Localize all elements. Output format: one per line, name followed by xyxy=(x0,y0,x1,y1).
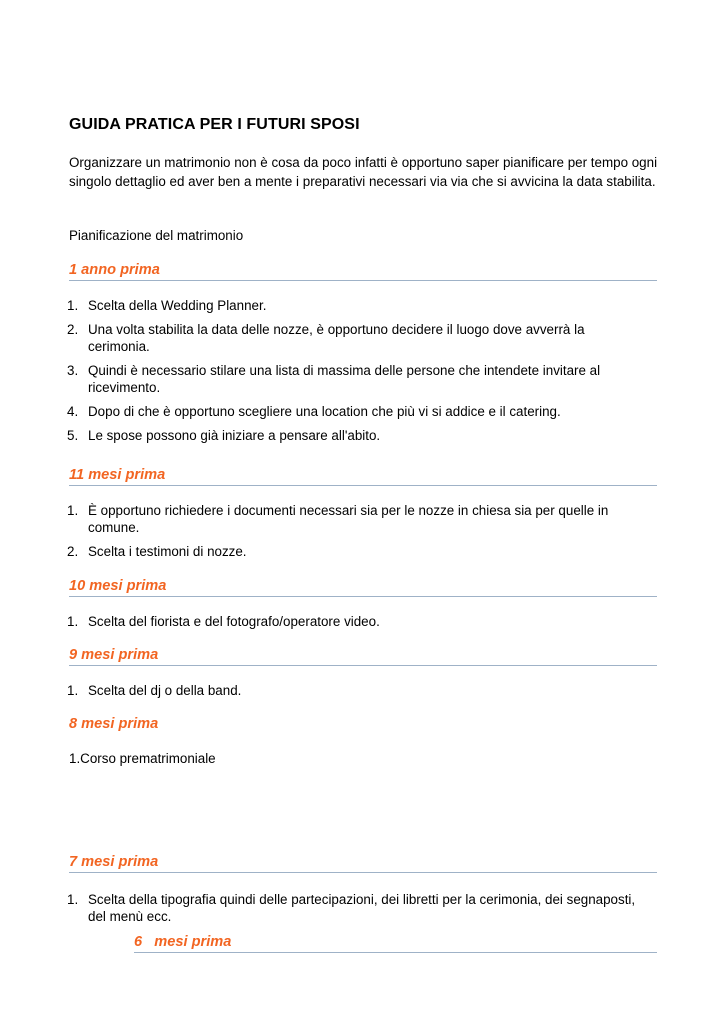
list-text: Scelta della tipografia quindi delle partecipazioni, dei libretti per la cerimonia, dei segnaposti, del menù ecc. xyxy=(88,892,636,924)
section-heading-text: 9 mesi prima xyxy=(69,647,159,663)
list-item xyxy=(67,403,647,420)
list-item xyxy=(67,543,647,560)
list-number: 3. xyxy=(67,363,79,378)
list-number: 2. xyxy=(67,544,79,559)
section-heading-text: 10 mesi prima xyxy=(69,578,167,594)
section-heading-1-anno xyxy=(69,262,657,281)
section-heading-11-mesi xyxy=(69,467,657,486)
section-heading-text: 11 mesi prima xyxy=(69,467,166,483)
list-text: Una volta stabilita la data delle nozze, è opportuno decidere il luogo dove avverrà la cerimonia. xyxy=(88,322,585,354)
list-text: Dopo di che è opportuno scegliere una location che più vi si addice e il catering. xyxy=(88,404,561,419)
list-text: Le spose possono già iniziare a pensare all'abito. xyxy=(88,428,381,443)
list-item xyxy=(67,613,647,630)
section-heading-text: 1 anno prima xyxy=(69,262,160,278)
list-text: Scelta della Wedding Planner. xyxy=(88,298,267,313)
list-9-mesi xyxy=(67,682,647,706)
list-number: 1. xyxy=(67,892,79,907)
section-heading-8-mesi xyxy=(69,716,657,734)
list-item xyxy=(67,502,647,536)
section-heading-text: 6 mesi prima xyxy=(134,934,232,950)
list-item xyxy=(67,682,647,699)
list-item xyxy=(67,297,647,314)
list-number: 1. xyxy=(67,298,79,313)
planning-label: Pianificazione del matrimonio xyxy=(69,228,244,243)
section-heading-10-mesi xyxy=(69,578,657,597)
section-heading-9-mesi xyxy=(69,647,657,666)
list-7-mesi xyxy=(67,891,647,932)
section-heading-text: 8 mesi prima xyxy=(69,716,159,732)
list-item xyxy=(67,891,647,925)
list-text: Quindi è necessario stilare una lista di massima delle persone che intendete invitare al ricevimento. xyxy=(88,363,601,395)
section-heading-text: 7 mesi prima xyxy=(69,854,159,870)
plain-item-corso: 1.Corso prematrimoniale xyxy=(69,751,216,766)
list-10-mesi xyxy=(67,613,647,637)
list-item xyxy=(67,427,647,444)
list-number: 1. xyxy=(67,614,79,629)
list-text: Scelta del dj o della band. xyxy=(88,683,242,698)
list-item xyxy=(67,362,647,396)
list-number: 1. xyxy=(67,503,79,518)
list-11-mesi xyxy=(67,502,647,567)
list-1-anno xyxy=(67,297,647,451)
list-item xyxy=(67,321,647,355)
list-number: 1. xyxy=(67,683,79,698)
section-heading-7-mesi xyxy=(69,854,657,873)
intro-paragraph: Organizzare un matrimonio non è cosa da poco infatti è opportuno saper pianificare per tempo ogni singolo dettaglio ed aver ben a mente i preparativi necessari via via che si avvicina la data stabilita. xyxy=(69,155,658,189)
list-number: 5. xyxy=(67,428,79,443)
section-heading-6-mesi xyxy=(134,934,657,953)
list-text: È opportuno richiedere i documenti necessari sia per le nozze in chiesa sia per quelle in comune. xyxy=(88,503,609,535)
list-text: Scelta del fiorista e del fotografo/operatore video. xyxy=(88,614,380,629)
list-number: 4. xyxy=(67,404,79,419)
document-title: GUIDA PRATICA PER I FUTURI SPOSI xyxy=(69,116,360,133)
list-number: 2. xyxy=(67,322,79,337)
list-text: Scelta i testimoni di nozze. xyxy=(88,544,247,559)
